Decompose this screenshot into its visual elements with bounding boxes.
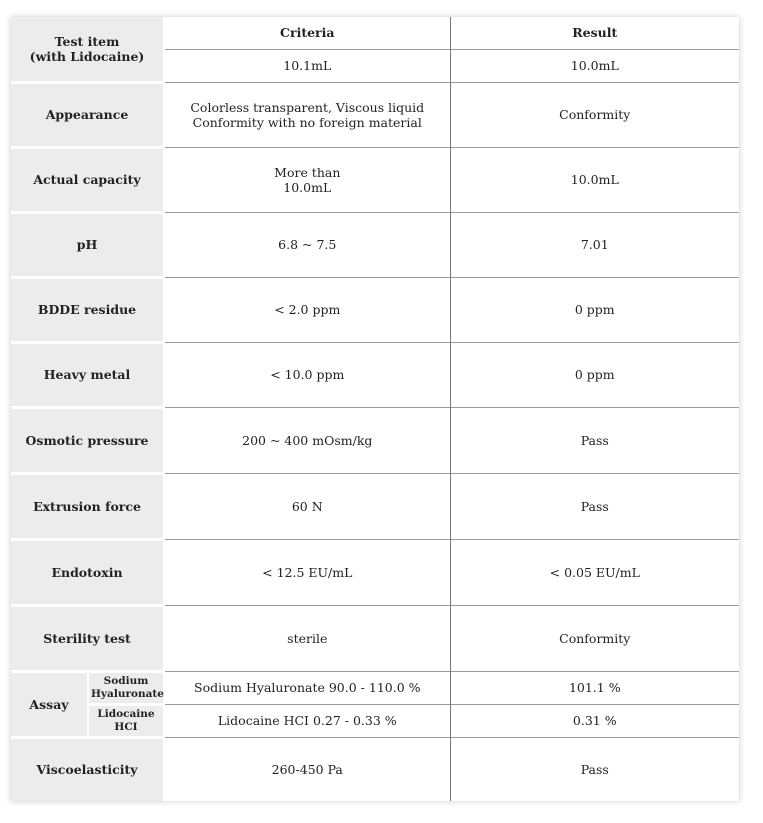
criteria-header: Criteria [164, 17, 450, 49]
criteria-cell: More than 10.0mL [164, 147, 450, 212]
spec-table-card [11, 17, 739, 801]
criteria-cell: Colorless transparent, Viscous liquid Conformity with no foreign material [164, 82, 450, 147]
criteria-cell: 200 ~ 400 mOsm/kg [164, 407, 450, 473]
criteria-cell: Lidocaine HCI 0.27 - 0.33 % [164, 704, 450, 737]
result-cell: 0 ppm [450, 342, 739, 407]
result-cell: Conformity [450, 605, 739, 671]
table-row [11, 737, 739, 801]
result-cell: Pass [450, 737, 739, 801]
table-row [11, 605, 739, 671]
result-cell: Pass [450, 407, 739, 473]
table-row [11, 407, 739, 473]
item-label: BDDE residue [11, 277, 164, 342]
item-label: Actual capacity [11, 147, 164, 212]
assay-sub-label: Sodium Hyaluronate [88, 671, 164, 704]
criteria-cell: 260-450 Pa [164, 737, 450, 801]
result-capacity: 10.0mL [450, 49, 739, 82]
result-cell: < 0.05 EU/mL [450, 539, 739, 605]
criteria-cell: Sodium Hyaluronate 90.0 - 110.0 % [164, 671, 450, 704]
item-label: Osmotic pressure [11, 407, 164, 473]
result-cell: 10.0mL [450, 147, 739, 212]
criteria-cell: < 10.0 ppm [164, 342, 450, 407]
criteria-cell: 6.8 ~ 7.5 [164, 212, 450, 277]
item-label: Heavy metal [11, 342, 164, 407]
header-row [11, 17, 739, 49]
assay-row [11, 704, 739, 737]
result-header: Result [572, 25, 618, 41]
result-cell: Conformity [450, 82, 739, 147]
criteria-cell: < 2.0 ppm [164, 277, 450, 342]
table-row [11, 82, 739, 147]
criteria-cell: 60 N [164, 473, 450, 539]
table-row [11, 147, 739, 212]
table-row [11, 539, 739, 605]
assay-sub-label: Lidocaine HCI [88, 704, 164, 737]
item-label: Appearance [11, 82, 164, 147]
criteria-cell: sterile [164, 605, 450, 671]
result-cell: 7.01 [450, 212, 739, 277]
result-cell: Pass [450, 473, 739, 539]
item-label: pH [11, 212, 164, 277]
item-label: Viscoelasticity [11, 737, 164, 801]
test-item-header: Test item (with Lidocaine) [11, 17, 164, 82]
result-cell: 0 ppm [450, 277, 739, 342]
item-label: Endotoxin [11, 539, 164, 605]
item-label: Sterility test [11, 605, 164, 671]
result-cell: 0.31 % [450, 704, 739, 737]
spec-table [11, 17, 739, 801]
table-row [11, 342, 739, 407]
table-row [11, 212, 739, 277]
table-row [11, 277, 739, 342]
criteria-cell: < 12.5 EU/mL [164, 539, 450, 605]
table-row [11, 473, 739, 539]
criteria-capacity: 10.1mL [164, 49, 450, 82]
item-label: Extrusion force [11, 473, 164, 539]
assay-label: Assay [11, 671, 88, 737]
assay-row [11, 671, 739, 704]
result-cell: 101.1 % [450, 671, 739, 704]
